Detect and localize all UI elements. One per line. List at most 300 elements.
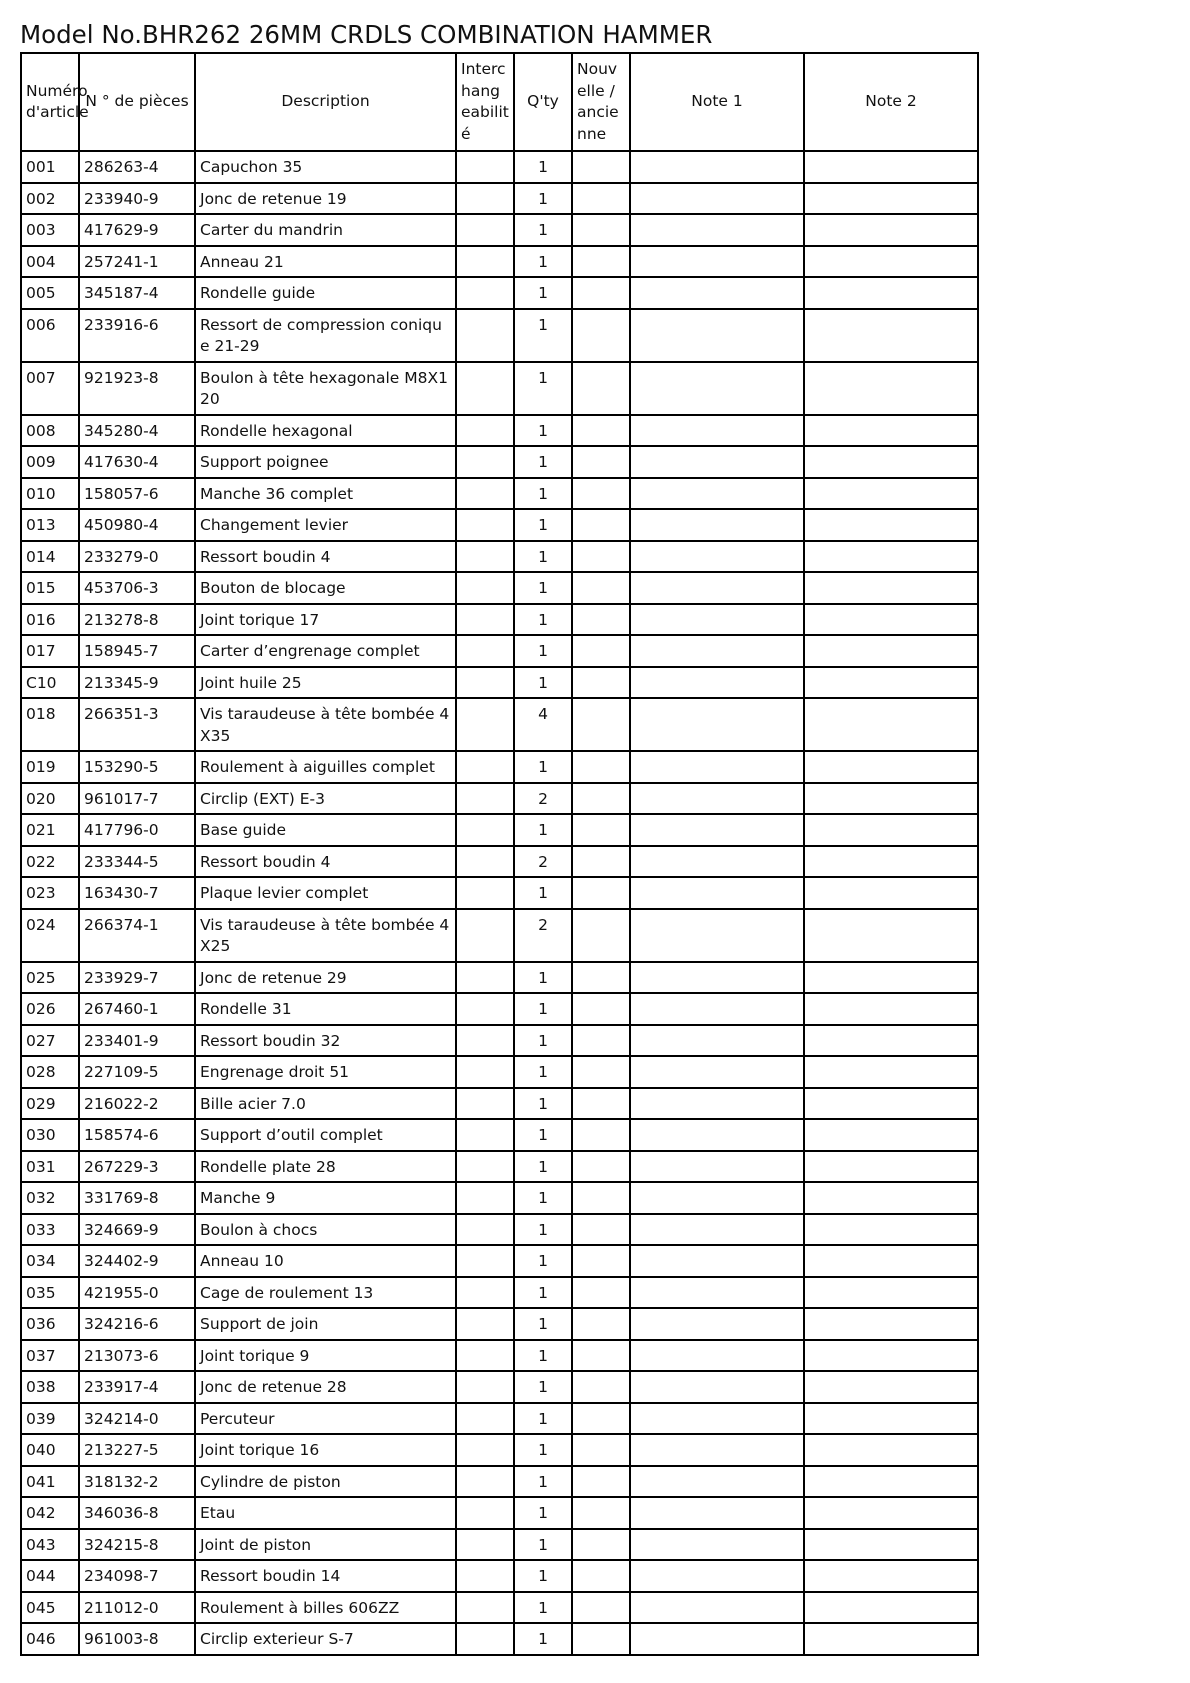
header-qty: Q'ty	[514, 53, 572, 151]
cell-new-old	[572, 909, 630, 962]
cell-part-no: 216022-2	[79, 1088, 195, 1120]
cell-qty: 1	[514, 604, 572, 636]
cell-description: Manche 9	[195, 1182, 456, 1214]
cell-note-1	[630, 751, 804, 783]
cell-qty: 1	[514, 277, 572, 309]
table-row	[21, 1119, 978, 1151]
cell-qty: 1	[514, 362, 572, 415]
table-row	[21, 993, 978, 1025]
cell-note-2	[804, 246, 978, 278]
table-row	[21, 962, 978, 994]
cell-part-no: 921923-8	[79, 362, 195, 415]
cell-note-2	[804, 1592, 978, 1624]
cell-item-no: 036	[21, 1308, 79, 1340]
cell-new-old	[572, 1497, 630, 1529]
cell-note-2	[804, 509, 978, 541]
cell-part-no: 266374-1	[79, 909, 195, 962]
cell-note-1	[630, 309, 804, 362]
cell-description: Etau	[195, 1497, 456, 1529]
cell-qty: 1	[514, 962, 572, 994]
cell-note-1	[630, 635, 804, 667]
cell-interchangeability	[456, 909, 514, 962]
cell-qty: 1	[514, 183, 572, 215]
cell-qty: 1	[514, 415, 572, 447]
cell-part-no: 158574-6	[79, 1119, 195, 1151]
cell-note-1	[630, 783, 804, 815]
cell-note-1	[630, 183, 804, 215]
cell-note-1	[630, 1088, 804, 1120]
cell-interchangeability	[456, 478, 514, 510]
cell-note-2	[804, 1088, 978, 1120]
table-body	[21, 151, 978, 1655]
cell-new-old	[572, 1529, 630, 1561]
cell-new-old	[572, 1056, 630, 1088]
cell-note-1	[630, 1623, 804, 1655]
cell-item-no: 008	[21, 415, 79, 447]
table-row	[21, 667, 978, 699]
cell-new-old	[572, 667, 630, 699]
cell-note-1	[630, 1277, 804, 1309]
cell-description: Bille acier 7.0	[195, 1088, 456, 1120]
cell-new-old	[572, 309, 630, 362]
cell-part-no: 345187-4	[79, 277, 195, 309]
cell-note-2	[804, 751, 978, 783]
cell-note-1	[630, 1245, 804, 1277]
cell-note-2	[804, 478, 978, 510]
cell-item-no: 043	[21, 1529, 79, 1561]
cell-note-2	[804, 1371, 978, 1403]
table-row	[21, 277, 978, 309]
cell-item-no: 041	[21, 1466, 79, 1498]
cell-part-no: 233916-6	[79, 309, 195, 362]
cell-qty: 1	[514, 214, 572, 246]
table-row	[21, 604, 978, 636]
cell-interchangeability	[456, 541, 514, 573]
cell-qty: 1	[514, 1119, 572, 1151]
cell-qty: 2	[514, 909, 572, 962]
cell-qty: 1	[514, 1025, 572, 1057]
cell-note-1	[630, 362, 804, 415]
cell-note-2	[804, 1560, 978, 1592]
cell-note-1	[630, 846, 804, 878]
table-row	[21, 151, 978, 183]
cell-note-2	[804, 604, 978, 636]
cell-note-2	[804, 446, 978, 478]
cell-note-1	[630, 151, 804, 183]
cell-part-no: 233344-5	[79, 846, 195, 878]
cell-item-no: 037	[21, 1340, 79, 1372]
cell-item-no: 045	[21, 1592, 79, 1624]
cell-item-no: 024	[21, 909, 79, 962]
table-row	[21, 1371, 978, 1403]
cell-interchangeability	[456, 1560, 514, 1592]
cell-part-no: 158945-7	[79, 635, 195, 667]
cell-interchangeability	[456, 214, 514, 246]
cell-note-1	[630, 214, 804, 246]
cell-part-no: 267229-3	[79, 1151, 195, 1183]
cell-part-no: 227109-5	[79, 1056, 195, 1088]
cell-qty: 1	[514, 1340, 572, 1372]
cell-part-no: 450980-4	[79, 509, 195, 541]
cell-part-no: 961017-7	[79, 783, 195, 815]
table-row	[21, 751, 978, 783]
cell-note-2	[804, 1214, 978, 1246]
cell-new-old	[572, 1560, 630, 1592]
cell-new-old	[572, 1151, 630, 1183]
cell-note-1	[630, 277, 804, 309]
cell-note-1	[630, 478, 804, 510]
cell-part-no: 331769-8	[79, 1182, 195, 1214]
cell-part-no: 213278-8	[79, 604, 195, 636]
cell-part-no: 233929-7	[79, 962, 195, 994]
cell-note-2	[804, 1434, 978, 1466]
cell-interchangeability	[456, 604, 514, 636]
cell-note-2	[804, 1340, 978, 1372]
cell-new-old	[572, 478, 630, 510]
cell-note-1	[630, 509, 804, 541]
cell-new-old	[572, 604, 630, 636]
cell-item-no: 020	[21, 783, 79, 815]
cell-note-2	[804, 1056, 978, 1088]
table-row	[21, 446, 978, 478]
cell-new-old	[572, 1245, 630, 1277]
cell-item-no: 038	[21, 1371, 79, 1403]
cell-interchangeability	[456, 993, 514, 1025]
cell-item-no: 034	[21, 1245, 79, 1277]
cell-note-2	[804, 846, 978, 878]
header-part-no: N ° de pièces	[79, 53, 195, 151]
cell-note-1	[630, 415, 804, 447]
cell-note-1	[630, 572, 804, 604]
cell-qty: 1	[514, 814, 572, 846]
cell-description: Boulon à chocs	[195, 1214, 456, 1246]
cell-interchangeability	[456, 1245, 514, 1277]
cell-new-old	[572, 1308, 630, 1340]
cell-interchangeability	[456, 1340, 514, 1372]
cell-part-no: 233279-0	[79, 541, 195, 573]
cell-item-no: 031	[21, 1151, 79, 1183]
cell-qty: 1	[514, 1056, 572, 1088]
table-row	[21, 698, 978, 751]
cell-item-no: 040	[21, 1434, 79, 1466]
cell-interchangeability	[456, 877, 514, 909]
cell-description: Anneau 10	[195, 1245, 456, 1277]
cell-interchangeability	[456, 1182, 514, 1214]
cell-item-no: 019	[21, 751, 79, 783]
cell-note-2	[804, 277, 978, 309]
cell-qty: 1	[514, 151, 572, 183]
cell-description: Cage de roulement 13	[195, 1277, 456, 1309]
table-row	[21, 509, 978, 541]
cell-description: Rondelle guide	[195, 277, 456, 309]
cell-note-2	[804, 362, 978, 415]
cell-interchangeability	[456, 446, 514, 478]
cell-note-1	[630, 446, 804, 478]
cell-note-2	[804, 1623, 978, 1655]
cell-item-no: 006	[21, 309, 79, 362]
cell-qty: 1	[514, 877, 572, 909]
header-description: Description	[195, 53, 456, 151]
cell-part-no: 324214-0	[79, 1403, 195, 1435]
cell-note-2	[804, 541, 978, 573]
cell-item-no: 022	[21, 846, 79, 878]
table-row	[21, 1340, 978, 1372]
cell-note-2	[804, 993, 978, 1025]
cell-description: Cylindre de piston	[195, 1466, 456, 1498]
cell-description: Vis taraudeuse à tête bombée 4X25	[195, 909, 456, 962]
cell-qty: 1	[514, 667, 572, 699]
cell-note-2	[804, 667, 978, 699]
cell-new-old	[572, 1371, 630, 1403]
cell-new-old	[572, 783, 630, 815]
cell-qty: 1	[514, 1245, 572, 1277]
table-header-row	[21, 53, 978, 151]
cell-new-old	[572, 698, 630, 751]
cell-part-no: 346036-8	[79, 1497, 195, 1529]
table-row	[21, 572, 978, 604]
cell-note-1	[630, 1308, 804, 1340]
cell-description: Carter du mandrin	[195, 214, 456, 246]
cell-new-old	[572, 246, 630, 278]
cell-description: Roulement à billes 606ZZ	[195, 1592, 456, 1624]
table-row	[21, 1434, 978, 1466]
cell-description: Joint huile 25	[195, 667, 456, 699]
cell-interchangeability	[456, 1119, 514, 1151]
cell-part-no: 421955-0	[79, 1277, 195, 1309]
cell-qty: 1	[514, 572, 572, 604]
cell-note-1	[630, 698, 804, 751]
cell-item-no: C10	[21, 667, 79, 699]
cell-qty: 1	[514, 478, 572, 510]
cell-interchangeability	[456, 1025, 514, 1057]
header-new-old: Nouvelle / ancienne	[572, 53, 630, 151]
cell-note-2	[804, 183, 978, 215]
cell-new-old	[572, 362, 630, 415]
cell-qty: 4	[514, 698, 572, 751]
cell-new-old	[572, 1466, 630, 1498]
table-row	[21, 214, 978, 246]
table-row	[21, 1308, 978, 1340]
cell-part-no: 153290-5	[79, 751, 195, 783]
table-row	[21, 415, 978, 447]
cell-interchangeability	[456, 1088, 514, 1120]
cell-qty: 2	[514, 783, 572, 815]
cell-item-no: 002	[21, 183, 79, 215]
cell-note-1	[630, 1497, 804, 1529]
table-row	[21, 1182, 978, 1214]
cell-description: Ressort boudin 14	[195, 1560, 456, 1592]
cell-note-2	[804, 635, 978, 667]
cell-description: Ressort boudin 32	[195, 1025, 456, 1057]
cell-note-2	[804, 415, 978, 447]
cell-description: Joint torique 16	[195, 1434, 456, 1466]
cell-qty: 1	[514, 541, 572, 573]
cell-note-1	[630, 1529, 804, 1561]
cell-item-no: 010	[21, 478, 79, 510]
cell-note-1	[630, 877, 804, 909]
cell-new-old	[572, 1182, 630, 1214]
cell-note-1	[630, 909, 804, 962]
cell-note-2	[804, 1025, 978, 1057]
table-row	[21, 909, 978, 962]
cell-item-no: 032	[21, 1182, 79, 1214]
cell-note-2	[804, 1466, 978, 1498]
cell-qty: 1	[514, 635, 572, 667]
cell-new-old	[572, 1119, 630, 1151]
cell-part-no: 211012-0	[79, 1592, 195, 1624]
cell-description: Circlip (EXT) E-3	[195, 783, 456, 815]
cell-qty: 1	[514, 751, 572, 783]
cell-item-no: 021	[21, 814, 79, 846]
cell-new-old	[572, 415, 630, 447]
table-row	[21, 1623, 978, 1655]
cell-interchangeability	[456, 362, 514, 415]
cell-new-old	[572, 151, 630, 183]
cell-description: Boulon à tête hexagonale M8X120	[195, 362, 456, 415]
cell-note-2	[804, 1529, 978, 1561]
cell-qty: 1	[514, 1592, 572, 1624]
cell-item-no: 033	[21, 1214, 79, 1246]
table-row	[21, 783, 978, 815]
cell-item-no: 005	[21, 277, 79, 309]
cell-part-no: 961003-8	[79, 1623, 195, 1655]
cell-item-no: 003	[21, 214, 79, 246]
cell-description: Ressort boudin 4	[195, 846, 456, 878]
cell-qty: 1	[514, 1403, 572, 1435]
cell-description: Joint torique 9	[195, 1340, 456, 1372]
cell-item-no: 026	[21, 993, 79, 1025]
cell-description: Base guide	[195, 814, 456, 846]
cell-item-no: 044	[21, 1560, 79, 1592]
cell-note-2	[804, 214, 978, 246]
cell-note-1	[630, 1560, 804, 1592]
cell-description: Manche 36 complet	[195, 478, 456, 510]
cell-item-no: 035	[21, 1277, 79, 1309]
cell-new-old	[572, 1623, 630, 1655]
cell-part-no: 453706-3	[79, 572, 195, 604]
cell-interchangeability	[456, 1277, 514, 1309]
cell-qty: 1	[514, 246, 572, 278]
cell-note-1	[630, 993, 804, 1025]
cell-note-1	[630, 246, 804, 278]
cell-new-old	[572, 183, 630, 215]
cell-new-old	[572, 993, 630, 1025]
cell-interchangeability	[456, 783, 514, 815]
table-row	[21, 877, 978, 909]
cell-item-no: 029	[21, 1088, 79, 1120]
cell-note-1	[630, 1151, 804, 1183]
cell-note-2	[804, 1308, 978, 1340]
parts-table	[20, 52, 979, 1656]
cell-interchangeability	[456, 1151, 514, 1183]
cell-qty: 1	[514, 1560, 572, 1592]
cell-note-1	[630, 667, 804, 699]
table-row	[21, 1088, 978, 1120]
cell-new-old	[572, 214, 630, 246]
cell-new-old	[572, 277, 630, 309]
cell-interchangeability	[456, 962, 514, 994]
cell-interchangeability	[456, 1497, 514, 1529]
cell-interchangeability	[456, 635, 514, 667]
cell-part-no: 324215-8	[79, 1529, 195, 1561]
cell-interchangeability	[456, 1371, 514, 1403]
cell-note-2	[804, 698, 978, 751]
cell-item-no: 018	[21, 698, 79, 751]
cell-note-1	[630, 1434, 804, 1466]
cell-part-no: 324669-9	[79, 1214, 195, 1246]
cell-description: Rondelle 31	[195, 993, 456, 1025]
table-row	[21, 1056, 978, 1088]
cell-part-no: 266351-3	[79, 698, 195, 751]
cell-new-old	[572, 1214, 630, 1246]
cell-part-no: 417796-0	[79, 814, 195, 846]
cell-qty: 1	[514, 446, 572, 478]
cell-note-2	[804, 1403, 978, 1435]
cell-note-1	[630, 1371, 804, 1403]
cell-note-2	[804, 962, 978, 994]
cell-new-old	[572, 572, 630, 604]
cell-item-no: 013	[21, 509, 79, 541]
cell-qty: 1	[514, 1214, 572, 1246]
cell-item-no: 027	[21, 1025, 79, 1057]
table-row	[21, 846, 978, 878]
cell-qty: 1	[514, 1466, 572, 1498]
cell-interchangeability	[456, 1308, 514, 1340]
cell-description: Vis taraudeuse à tête bombée 4X35	[195, 698, 456, 751]
cell-description: Plaque levier complet	[195, 877, 456, 909]
table-row	[21, 246, 978, 278]
cell-note-1	[630, 814, 804, 846]
cell-part-no: 257241-1	[79, 246, 195, 278]
cell-part-no: 213227-5	[79, 1434, 195, 1466]
cell-item-no: 025	[21, 962, 79, 994]
cell-new-old	[572, 1088, 630, 1120]
cell-description: Circlip exterieur S-7	[195, 1623, 456, 1655]
table-row	[21, 635, 978, 667]
cell-note-2	[804, 814, 978, 846]
cell-interchangeability	[456, 846, 514, 878]
cell-note-2	[804, 1182, 978, 1214]
cell-item-no: 030	[21, 1119, 79, 1151]
cell-new-old	[572, 1434, 630, 1466]
cell-note-2	[804, 877, 978, 909]
cell-note-2	[804, 783, 978, 815]
cell-description: Bouton de blocage	[195, 572, 456, 604]
cell-new-old	[572, 509, 630, 541]
cell-description: Rondelle hexagonal	[195, 415, 456, 447]
cell-note-1	[630, 604, 804, 636]
cell-new-old	[572, 814, 630, 846]
cell-note-2	[804, 309, 978, 362]
header-item-no: Numéro d'article	[21, 53, 79, 151]
header-note-1: Note 1	[630, 53, 804, 151]
cell-new-old	[572, 877, 630, 909]
cell-part-no: 345280-4	[79, 415, 195, 447]
cell-qty: 1	[514, 309, 572, 362]
cell-note-1	[630, 962, 804, 994]
table-row	[21, 183, 978, 215]
cell-interchangeability	[456, 814, 514, 846]
cell-item-no: 039	[21, 1403, 79, 1435]
cell-qty: 1	[514, 1371, 572, 1403]
cell-description: Support poignee	[195, 446, 456, 478]
table-row	[21, 309, 978, 362]
cell-note-2	[804, 1245, 978, 1277]
cell-description: Capuchon 35	[195, 151, 456, 183]
table-row	[21, 1497, 978, 1529]
cell-item-no: 046	[21, 1623, 79, 1655]
cell-item-no: 007	[21, 362, 79, 415]
